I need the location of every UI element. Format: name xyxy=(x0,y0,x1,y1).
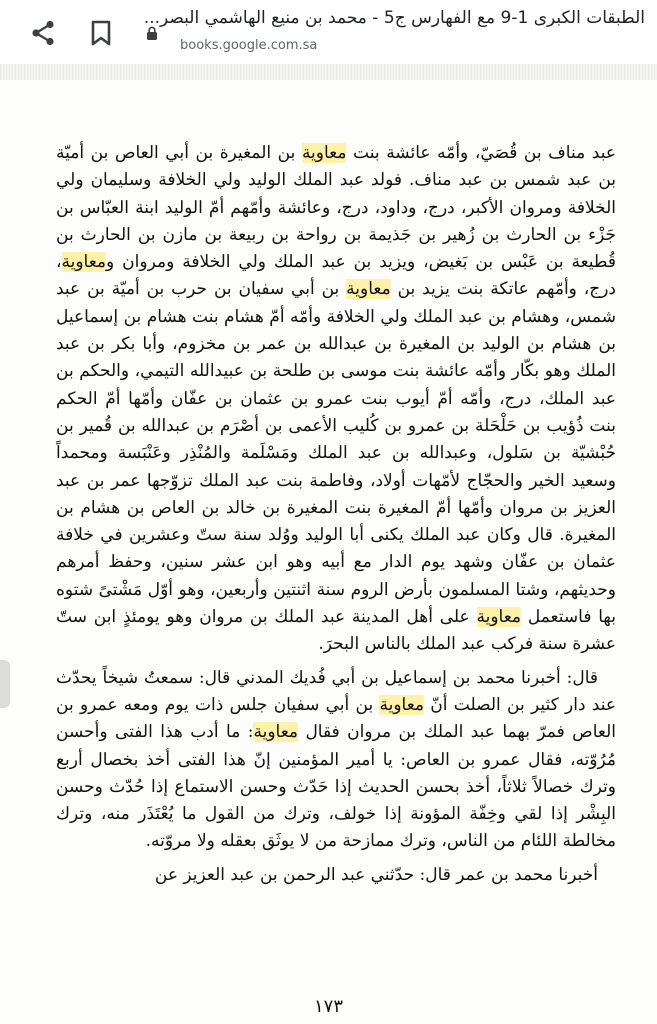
book-page-text xyxy=(56,140,616,889)
paragraph-isnad: أخبرنا محمد بن عمر قال: حدّثني عبد الرحمن بن عبد العزيز عن xyxy=(154,864,598,885)
browser-top-bar xyxy=(0,0,657,65)
search-highlight: معاوية xyxy=(346,279,391,300)
share-icon[interactable] xyxy=(30,20,56,46)
search-highlight: معاوية xyxy=(61,252,107,273)
lock-icon xyxy=(146,26,158,40)
url-text[interactable]: books.google.com.sa xyxy=(180,38,318,53)
bookmark-icon[interactable] xyxy=(90,20,112,46)
search-highlight: معاوية xyxy=(301,143,347,163)
page-number: ١٧٣ xyxy=(313,996,343,1017)
paragraph-genealogy: عبد مناف بن قُصَيّ، وأمّه عائشة بنت معاوية بن المغيرة بن أبي العاص بن أميّة بن عبد شمس بن عبد مناف. فولد عبد الملك الوليد ولي الخلافة وسليمان ولي الخلافة ومروان الأكبر، درج، وداود، درج، وعائشة وأمّهم أمّ الوليد ابنة العبّاس بن جَزْء بن الحارث بن زُهير بن جَذيمة بن رواحة بن ربيعة بن مازن بن الحارث بن قُطيعة بن عَبْس بن بَغيض، ويزيد بن عبد الملك ولي الخلافة ومروان ومعاوية، درج، وأمّهم عاتكة بنت يزيد بن معاوية بن أبي سفيان بن حرب بن أميّة بن عبد شمس، وهشام بن عبد الملك ولي الخلافة وأمّه أمّ هشام بنت هشام بن إسماعيل بن هشام بن الوليد بن المغيرة بن عبدالله بن عمر بن مخزوم، وأبا بكر بن عبد الملك وهو بكّار وأمّه عائشة بنت موسى بن طلحة بن عبيدالله التيمي، والحكم بن عبد الملك، درج، وأمّه أمّ أيوب بنت عمرو بن عثمان بن عفّان وأمّها أمّ الحكم بنت ذُؤيب بن حَلْحَلة بن عمرو بن كُليب الأعمى بن أصْرَم بن عبدالله بن قُمير بن حُبْشيّة بن سَلول، وعبدالله بن عبد الملك ومَسْلَمة والمُنْذِر وعَنْبَسة ومحمداً وسعيد الخير والحجّاج لأمّهات أولاد، وفاطمة بنت عبد الملك تزوّجها عمر بن عبد العزيز بن مروان وأمّها أمّ المغيرة بنت المغيرة بن خالد بن العاص بن هشام بن المغيرة. قال وكان عبد الملك يكنى أبا الوليد ووُلد سنة ستّ وعشرين في خلافة عثمان بن عفّان وشهد يوم الدار مع أبيه وهو ابن عشر سنين، وحفظ أمرهم وحديثهم، وشتا المسلمون بأرض الروم سنة اثنتين وأربعين، وهو أوّل مَشْتىً شتوه بها فاستعمل معاوية على أهل المدينة عبد الملك بن مروان وهو يومئذٍ ابن ستّ عشرة سنة فركب عبد الملك بالناس البحرَ. xyxy=(56,143,617,655)
side-scroll-handle[interactable] xyxy=(0,660,10,708)
page-title: الطبقات الكبرى 1-9 مع الفهارس ج5 - محمد بن منيع الهاشمي البصر... xyxy=(143,8,645,28)
search-highlight: معاوية xyxy=(476,607,522,628)
search-highlight: معاوية xyxy=(379,694,425,715)
search-highlight: معاوية xyxy=(253,722,299,743)
book-page-edge xyxy=(0,64,657,80)
paragraph-narration: قال: أخبرنا محمد بن إسماعيل بن أبي فُديك المدني قال: سمعتُ شيخاً يحدّث عند دار كثير بن الصلت أنّ معاوية بن أبي سفيان جلس ذات يوم ومعه عمرو بن العاص فمرّ بهما عبد الملك بن مروان فقال معاوية: ما أدب هذا الفتى وأحسن مُرُوّته، فقال عمرو بن العاص: يا أمير المؤمنين إنّ هذا الفتى أخذ بخصال أربع وترك خصالاً ثلاثاً، أخذ بحسن الحديث إذا حَدّث وحسن الاستماع إذا حُدّث وحسن البِشْر إذا لقي وخِفّة المؤونة إذا خولف، وترك من القول ما يُعْتَذَر منه، وترك مخالطة اللئام من الناس، وترك ممازحة من لا يوثَق بعقله ولا مروّته. xyxy=(56,667,616,852)
